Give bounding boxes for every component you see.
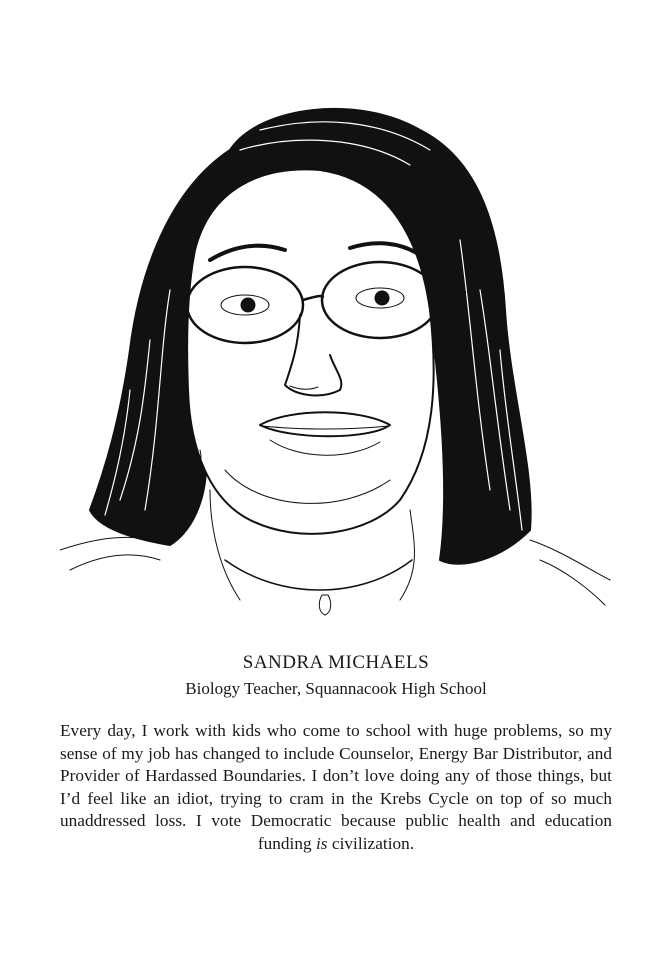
person-role: Biology Teacher, Squannacook High School xyxy=(185,679,487,698)
portrait-illustration xyxy=(60,90,612,620)
person-name: SANDRA MICHAELS xyxy=(242,652,430,673)
face-outline xyxy=(187,169,434,534)
quote-ending: civilization. xyxy=(327,833,415,853)
quote-emphasis: is xyxy=(315,833,328,853)
quote-text xyxy=(60,720,612,856)
quote-body: Every day, I work with kids who come to school with huge problems, so my sense of my job has changed to include Counselor, Energy Bar Distributor, and Provider of Hardassed Boundaries. I don’t love doing any of those things, but I’d feel like an idiot, trying to cram in the Krebs Cycle on top of so much unaddressed loss. I vote Democratic because public health and education funding xyxy=(60,721,612,853)
